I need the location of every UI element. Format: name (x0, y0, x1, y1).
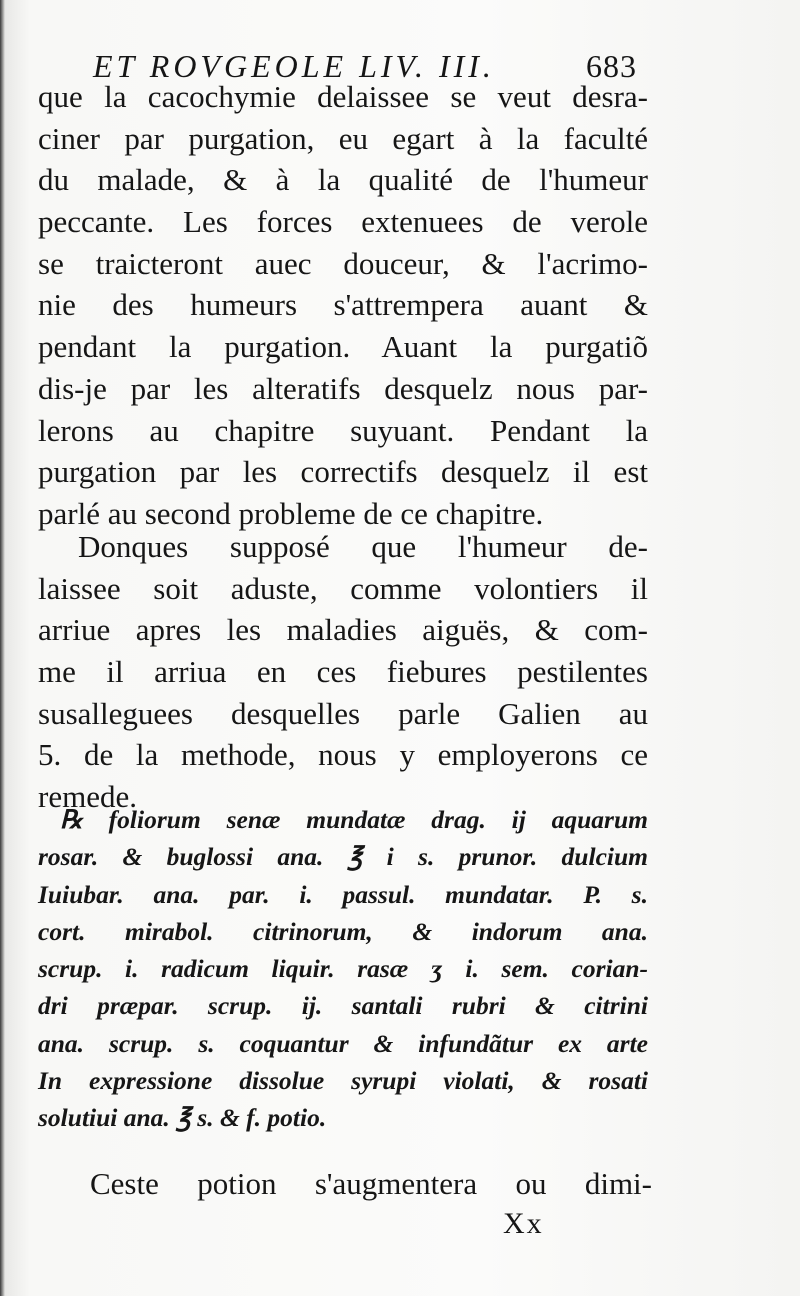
text-line: parlé au second probleme de ce chapitre. (38, 495, 544, 531)
text-line: lerons au chapitre suyuant. Pendant la (38, 412, 648, 448)
text-line: que la cacochymie delaissee se veut desra- (38, 79, 648, 114)
text-line: remede. (38, 779, 137, 815)
paragraph-2 (38, 526, 648, 818)
final-line-block (40, 1163, 652, 1205)
text-line: susalleguees desquelles parle Galien au (38, 695, 648, 731)
running-title: ET ROVGEOLE LIV. III. (93, 48, 495, 84)
text-line: se traicteront auec douceur, & l'acrimo- (38, 245, 648, 281)
text-line: dis-je par les alteratifs desquelz nous par- (38, 370, 648, 406)
recipe-line: cort. mirabol. citrinorum, & indorum ana. (38, 916, 648, 946)
page-number: 683 (586, 48, 637, 84)
recipe-line: In expressione dissolue syrupi violati, & rosati (38, 1066, 648, 1096)
recipe-line: ana. scrup. s. coquantur & infundãtur ex arte (38, 1028, 648, 1058)
recipe-line: solutiui ana. ℥ s. & f. potio. (38, 1103, 327, 1133)
recipe-line: rosar. & buglossi ana. ℥ i s. prunor. dulcium (38, 842, 648, 872)
text-line: laissee soit aduste, comme volontiers il (38, 570, 648, 606)
text-line: Ceste potion s'augmentera ou dimi- (90, 1166, 652, 1201)
text-line: Donques supposé que l'humeur de- (78, 529, 648, 564)
recipe-line: ℞ foliorum senæ mundatæ drag. ij aquarum (60, 805, 648, 834)
latin-recipe (38, 801, 648, 1137)
text-line: peccante. Les forces extenuees de verole (38, 204, 648, 240)
paragraph-1 (38, 76, 648, 535)
recipe-line: scrup. i. radicum liquir. rasæ ʒ i. sem. corian- (38, 954, 648, 984)
recipe-line: dri præpar. scrup. ij. santali rubri & citrini (38, 991, 648, 1021)
text-line: purgation par les correctifs desquelz il est (38, 454, 648, 490)
catchword: Xx (503, 1207, 544, 1240)
recipe-line: Iuiubar. ana. par. i. passul. mundatar. P. s. (38, 879, 648, 909)
text-line: du malade, & à la qualité de l'humeur (38, 162, 648, 198)
text-line: nie des humeurs s'attrempera auant & (38, 287, 648, 323)
text-line: me il arriua en ces fiebures pestilentes (38, 654, 648, 690)
text-line: pendant la purgation. Auant la purgatiõ (38, 329, 648, 365)
text-line: arriue apres les maladies aiguës, & com- (38, 612, 648, 648)
text-line: 5. de la methode, nous y employerons ce (38, 737, 648, 773)
text-line: ciner par purgation, eu egart à la faculté (38, 120, 648, 156)
